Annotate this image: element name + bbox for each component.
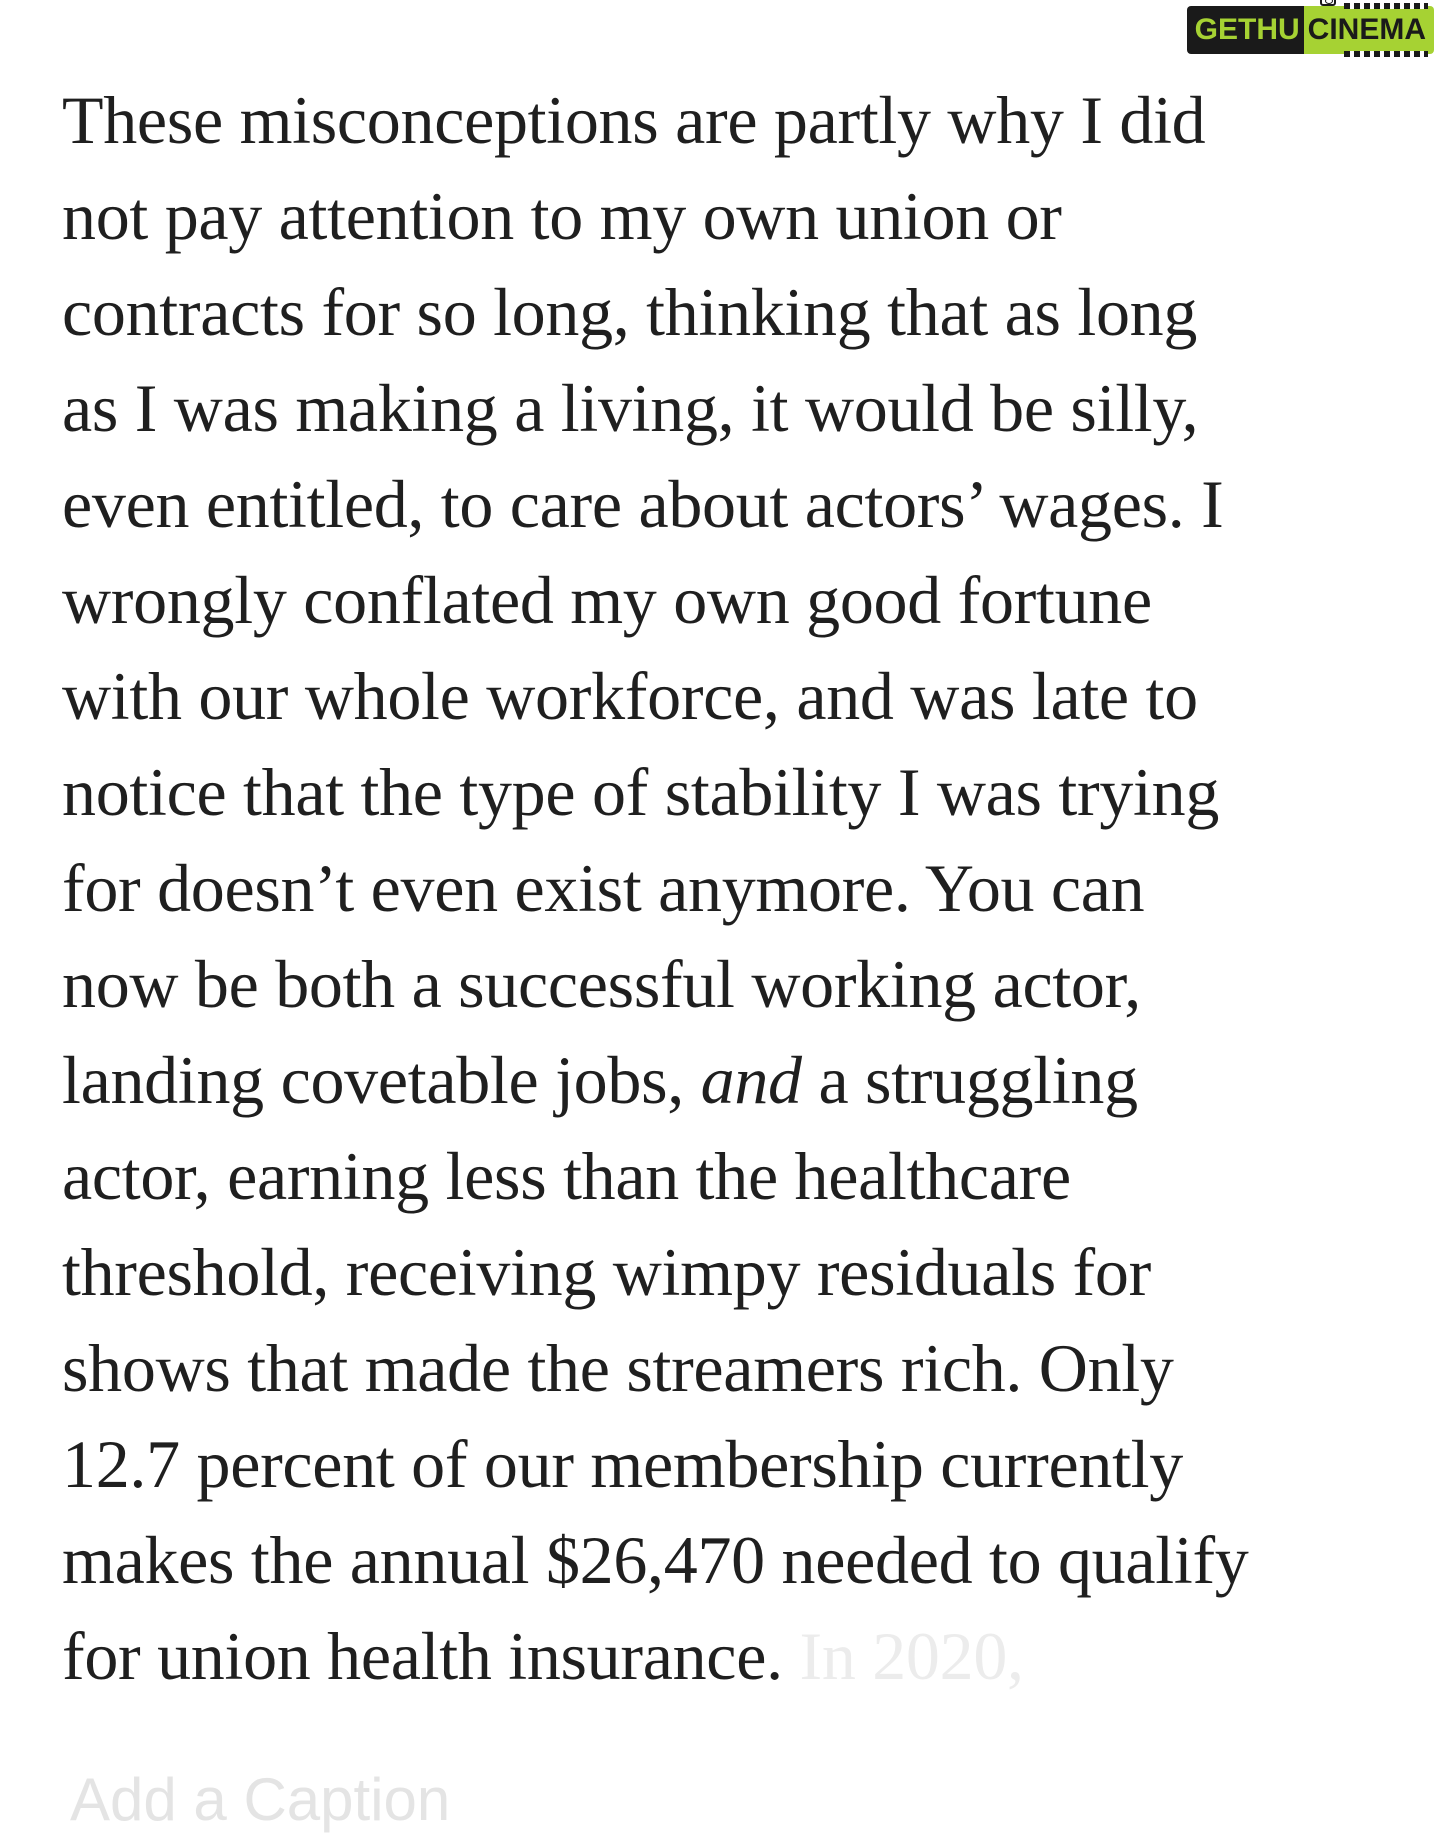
article-line: as I was making a living, it would be silly, [62, 370, 1199, 446]
article-line-with-emphasis [62, 1032, 1402, 1128]
gethu-cinema-watermark [1187, 6, 1434, 54]
film-strip-top [1344, 3, 1428, 9]
film-strip-bottom [1344, 51, 1428, 57]
watermark-right-text: CINEMA [1304, 6, 1434, 54]
add-caption-placeholder[interactable]: Add a Caption [70, 1766, 451, 1833]
article-line: threshold, receiving wimpy residuals for [62, 1234, 1151, 1310]
article-line: makes the annual $26,470 needed to qualify [62, 1522, 1249, 1598]
article-line-start: landing covetable jobs, [62, 1042, 684, 1118]
article-line: 12.7 percent of our membership currently [62, 1426, 1183, 1502]
camera-icon [1320, 0, 1336, 6]
article-line: with our whole workforce, and was late to [62, 658, 1198, 734]
faded-continuation-text: In 2020, [782, 1618, 1024, 1694]
article-text [62, 72, 1402, 1704]
article-line: actor, earning less than the healthcare [62, 1138, 1071, 1214]
article-line: for union health insurance. [62, 1618, 783, 1694]
article-line: These misconceptions are partly why I did [62, 82, 1206, 158]
article-line: not pay attention to my own union or [62, 178, 1062, 254]
article-line: wrongly conflated my own good fortune [62, 562, 1152, 638]
article-last-line [62, 1608, 1402, 1704]
article-line: contracts for so long, thinking that as long [62, 274, 1198, 350]
article-line-end: a struggling [801, 1042, 1138, 1118]
emphasis-and: and [700, 1042, 802, 1118]
watermark-left-text: GETHU [1187, 6, 1304, 54]
article-line: for doesn’t even exist anymore. You can [62, 850, 1145, 926]
article-line: even entitled, to care about actors’ wages. I [62, 466, 1224, 542]
article-line: now be both a successful working actor, [62, 946, 1141, 1022]
article-line: notice that the type of stability I was trying [62, 754, 1220, 830]
article-line: shows that made the streamers rich. Only [62, 1330, 1174, 1406]
